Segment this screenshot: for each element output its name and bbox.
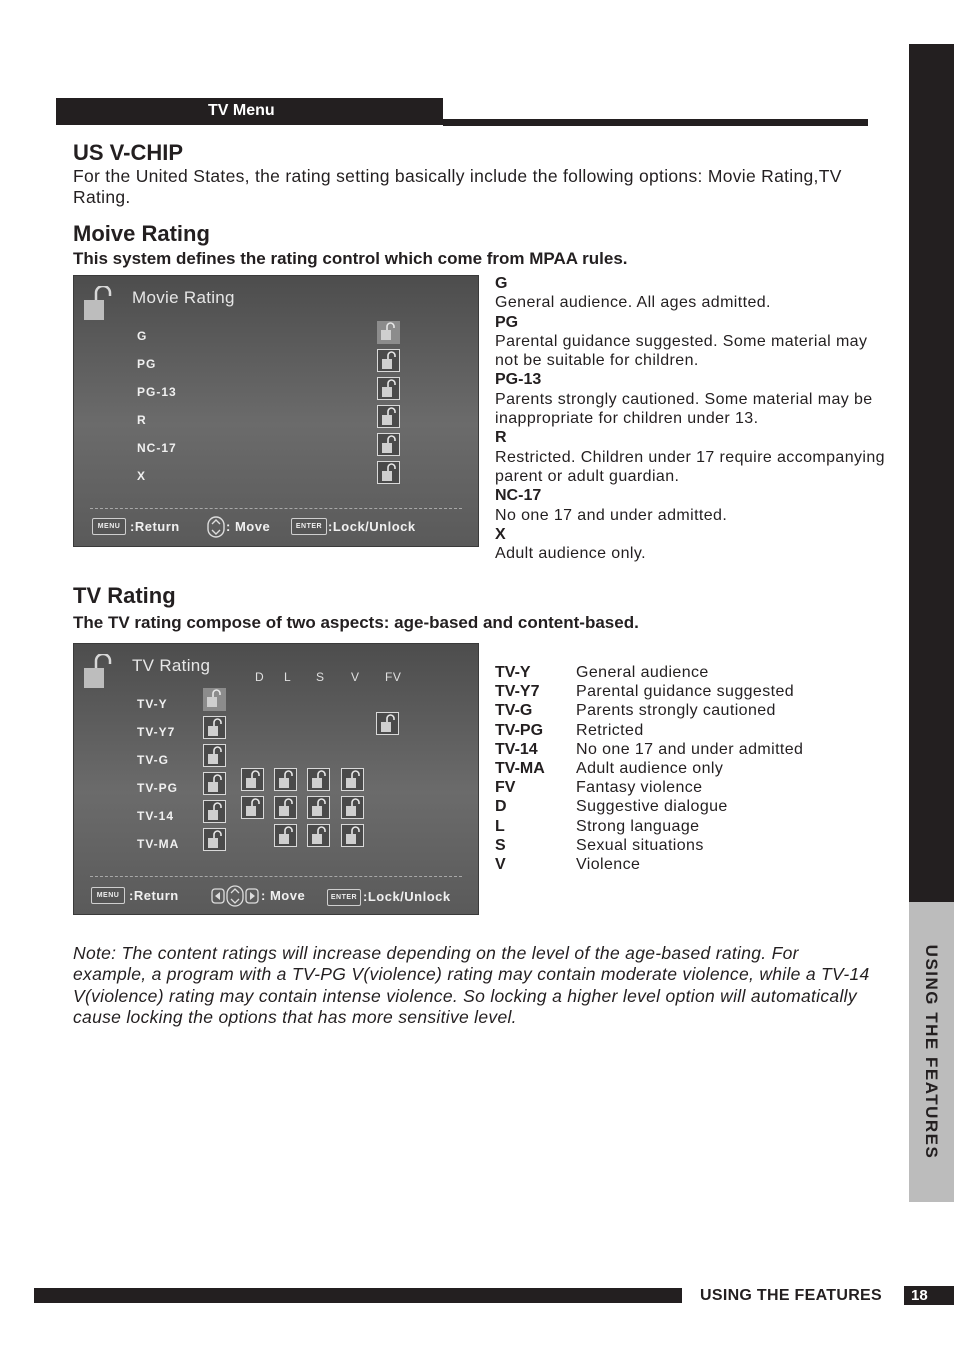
move-hint: : Move: [226, 519, 271, 534]
legend-description: Fantasy violence: [576, 779, 703, 797]
tv-age-lock-toggle[interactable]: [203, 828, 226, 851]
return-hint: :Return: [129, 888, 179, 903]
lock-icon: [345, 826, 360, 845]
lock-icon: [207, 774, 222, 793]
movie-rating-lock-toggle[interactable]: [377, 433, 400, 456]
lock-icon: [245, 798, 260, 817]
movie-rating-lock-toggle[interactable]: [377, 405, 400, 428]
lock-icon: [207, 830, 222, 849]
tv-age-lock-toggle[interactable]: [203, 716, 226, 739]
tv-content-lock-toggle[interactable]: [307, 796, 330, 819]
tv-rating-row-label[interactable]: TV-14: [137, 809, 175, 823]
footer-section: USING THE FEATURES: [700, 1287, 883, 1304]
legend-row: [495, 722, 875, 741]
legend-row: [495, 818, 875, 837]
page-number: 18: [904, 1286, 954, 1305]
legend-row: [495, 760, 875, 779]
menu-key-icon: MENU: [91, 887, 125, 904]
movie-rating-row-label[interactable]: PG-13: [137, 385, 177, 399]
definition-text: Adult audience only.: [495, 545, 646, 563]
definition-term: NC-17: [495, 487, 542, 505]
lock-icon: [82, 286, 112, 322]
movie-rating-subtitle: This system defines the rating control which come from MPAA rules.: [73, 249, 628, 268]
legend-row: [495, 856, 875, 875]
header-rule: [443, 119, 868, 126]
legend-row: [495, 702, 875, 721]
legend-code: TV-Y: [495, 664, 531, 681]
definition-text: No one 17 and under admitted.: [495, 506, 728, 524]
movie-rating-osd: [73, 275, 479, 547]
legend-description: Suggestive dialogue: [576, 798, 728, 816]
lock-icon: [278, 826, 293, 845]
lock-icon: [207, 802, 222, 821]
legend-row: [495, 683, 875, 702]
tv-content-column-label: V: [351, 670, 360, 684]
legend-description: Sexual situations: [576, 836, 704, 854]
movie-rating-row-label[interactable]: G: [137, 329, 148, 343]
tv-rating-row-label[interactable]: TV-Y: [137, 697, 168, 711]
arrows-icon: [211, 885, 259, 907]
lock-icon: [207, 746, 222, 765]
tv-rating-heading: TV Rating: [73, 583, 176, 608]
lock-icon: [345, 798, 360, 817]
note-paragraph: Note: The content ratings will increase depending on the level of the age-based rating. For example, a program with a TV-PG V(violence) rating may contain moderate violence, while a TV-14 V(violence) rating may contain intense violence. So locking a higher level option will automatically cause locking the options that has more sensitive level.: [73, 943, 870, 1027]
osd-title: TV Rating: [132, 656, 211, 675]
lock-icon: [82, 654, 112, 690]
legend-description: General audience: [576, 664, 709, 681]
vchip-intro: For the United States, the rating setting basically include the following options: Movie Rating,TV Rating.: [73, 166, 842, 207]
osd-divider: [90, 876, 462, 877]
tv-content-lock-toggle[interactable]: [241, 796, 264, 819]
movie-rating-definitions: [495, 274, 885, 563]
legend-code: TV-Y7: [495, 683, 540, 701]
tv-rating-row-label[interactable]: TV-PG: [137, 781, 179, 795]
lock-icon: [207, 718, 222, 737]
move-hint: : Move: [261, 888, 306, 903]
legend-code: V: [495, 855, 506, 873]
tv-content-lock-toggle[interactable]: [307, 768, 330, 791]
footer-bar: [34, 1288, 682, 1303]
definition-text: General audience. All ages admitted.: [495, 294, 771, 312]
tv-rating-subtitle: The TV rating compose of two aspects: age-based and content-based.: [73, 613, 639, 632]
legend-description: Adult audience only: [576, 759, 724, 777]
lock-icon: [381, 435, 396, 454]
lock-icon: [345, 770, 360, 789]
tv-content-lock-toggle[interactable]: [341, 824, 364, 847]
enter-key-icon: ENTER: [291, 518, 327, 535]
legend-code: S: [495, 836, 506, 854]
tv-content-lock-toggle[interactable]: [274, 824, 297, 847]
legend-code: FV: [495, 779, 516, 797]
legend-description: Retricted: [576, 721, 644, 739]
legend-row: [495, 798, 875, 817]
tv-content-lock-toggle[interactable]: [376, 712, 399, 735]
definition-term: G: [495, 275, 508, 292]
definition-text: Restricted. Children under 17 require accompanying parent or adult guardian.: [495, 448, 885, 485]
return-hint: :Return: [130, 519, 180, 534]
lock-icon: [206, 689, 221, 708]
tv-content-lock-toggle[interactable]: [341, 768, 364, 791]
movie-rating-row-label[interactable]: X: [137, 469, 147, 483]
legend-code: TV-MA: [495, 759, 545, 777]
tv-content-lock-toggle[interactable]: [274, 768, 297, 791]
movie-rating-lock-toggle[interactable]: [377, 321, 400, 344]
side-tab-bar: [909, 44, 954, 902]
lock-icon: [380, 714, 395, 733]
section-header-band: [56, 98, 443, 125]
legend-description: Parents strongly cautioned: [576, 702, 776, 720]
lock-icon: [278, 798, 293, 817]
legend-row: [495, 741, 875, 760]
tv-content-lock-toggle[interactable]: [341, 796, 364, 819]
legend-code: TV-G: [495, 702, 533, 720]
tv-content-lock-toggle[interactable]: [241, 768, 264, 791]
tv-age-lock-toggle[interactable]: [203, 744, 226, 767]
lock-icon: [381, 379, 396, 398]
lock-icon: [380, 322, 395, 341]
tv-rating-row-label[interactable]: TV-G: [137, 753, 170, 767]
legend-row: [495, 779, 875, 798]
tv-age-lock-toggle[interactable]: [203, 800, 226, 823]
vchip-heading: US V-CHIP: [73, 140, 184, 165]
menu-key-icon: MENU: [92, 518, 126, 535]
movie-rating-lock-toggle[interactable]: [377, 349, 400, 372]
movie-rating-heading: Moive Rating: [73, 221, 210, 246]
side-tab-label: USING THE FEATURES: [922, 944, 941, 1160]
lock-unlock-hint: :Lock/Unlock: [328, 519, 416, 534]
tv-rating-row-label[interactable]: TV-MA: [137, 837, 180, 851]
legend-code: TV-14: [495, 740, 538, 758]
movie-rating-row-label[interactable]: PG: [137, 357, 157, 371]
tv-content-lock-toggle[interactable]: [274, 796, 297, 819]
osd-divider: [90, 508, 462, 509]
definition-term: PG-13: [495, 371, 542, 389]
definition-term: R: [495, 429, 507, 447]
definition-term: PG: [495, 313, 519, 331]
enter-key-icon: ENTER: [327, 889, 361, 906]
movie-rating-row-label[interactable]: NC-17: [137, 441, 177, 455]
tv-age-lock-toggle[interactable]: [203, 772, 226, 795]
lock-icon: [311, 826, 326, 845]
tv-content-column-label: D: [255, 670, 265, 684]
lock-icon: [311, 798, 326, 817]
lock-icon: [245, 770, 260, 789]
lock-icon: [381, 463, 396, 482]
tv-rating-osd: [73, 643, 479, 915]
legend-code: D: [495, 798, 507, 816]
movie-rating-row-label[interactable]: R: [137, 413, 147, 427]
tv-content-lock-toggle[interactable]: [307, 824, 330, 847]
legend-description: Strong language: [576, 817, 700, 835]
tv-content-column-label: L: [284, 670, 292, 684]
tv-content-column-label: S: [316, 670, 325, 684]
movie-rating-lock-toggle[interactable]: [377, 377, 400, 400]
legend-code: TV-PG: [495, 721, 544, 739]
tv-age-lock-toggle[interactable]: [203, 688, 226, 711]
movie-rating-lock-toggle[interactable]: [377, 461, 400, 484]
legend-code: L: [495, 817, 505, 835]
up-down-icon: [207, 516, 225, 538]
legend-row: [495, 837, 875, 856]
legend-description: Parental guidance suggested: [576, 683, 795, 701]
tv-rating-legend: [495, 664, 875, 875]
lock-unlock-hint: :Lock/Unlock: [363, 889, 451, 904]
lock-icon: [381, 351, 396, 370]
tv-content-column-label: FV: [385, 670, 402, 684]
lock-icon: [381, 407, 396, 426]
definition-term: X: [495, 525, 506, 543]
lock-icon: [278, 770, 293, 789]
lock-icon: [311, 770, 326, 789]
legend-row: [495, 664, 875, 683]
section-header-title: TV Menu: [208, 102, 275, 119]
definition-text: Parental guidance suggested. Some material may not be suitable for children.: [495, 332, 868, 370]
osd-title: Movie Rating: [132, 288, 235, 307]
definition-text: Parents strongly cautioned. Some material may be inappropriate for children under 13.: [495, 390, 873, 428]
tv-rating-row-label[interactable]: TV-Y7: [137, 725, 176, 739]
legend-description: No one 17 and under admitted: [576, 740, 804, 758]
legend-description: Violence: [576, 855, 641, 873]
